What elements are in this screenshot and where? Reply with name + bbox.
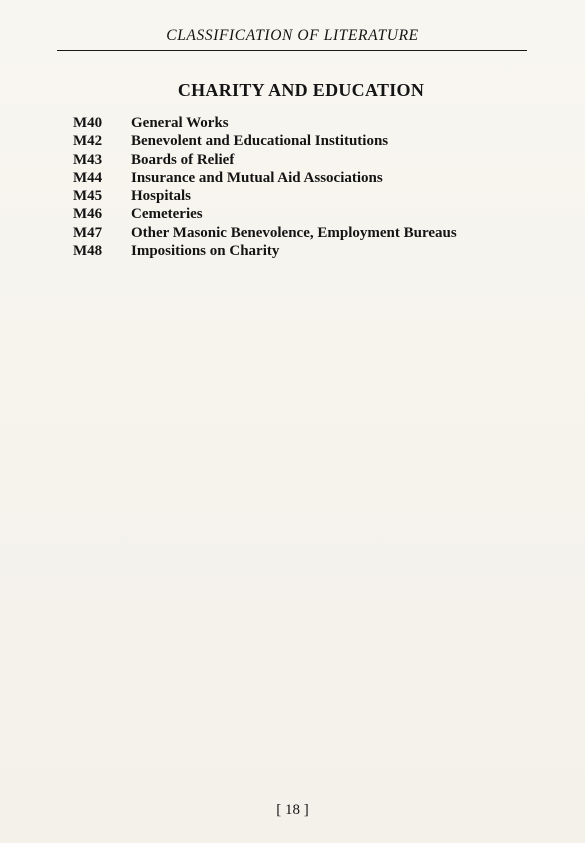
- entry-code: M45: [73, 188, 103, 205]
- entry-label: General Works: [131, 115, 229, 131]
- classification-entry: [73, 132, 457, 150]
- page-number: [ 18 ]: [276, 802, 309, 818]
- entry-label: Impositions on Charity: [131, 243, 280, 260]
- classification-entry: [73, 205, 457, 223]
- entry-label: Hospitals: [131, 188, 192, 205]
- entry-label: Boards of Relief: [131, 151, 235, 168]
- entry-code: M46: [73, 206, 103, 223]
- entry-label: Insurance and Mutual Aid Associations: [131, 169, 383, 186]
- classification-list: [73, 114, 457, 260]
- header-rule: [57, 50, 527, 51]
- entry-code: M42: [73, 133, 103, 150]
- classification-entry: [73, 169, 457, 187]
- entry-code: M40: [73, 115, 103, 131]
- entry-label: Cemeteries: [131, 206, 203, 223]
- running-head: CLASSIFICATION OF LITERATURE: [166, 27, 419, 44]
- entry-code: M43: [73, 151, 103, 168]
- entry-label: Benevolent and Educational Institutions: [131, 133, 389, 150]
- classification-entry: [73, 114, 457, 132]
- section-title: CHARITY AND EDUCATION: [177, 80, 425, 100]
- entry-code: M44: [73, 169, 103, 186]
- entry-code: M47: [73, 224, 103, 241]
- entry-label: Other Masonic Benevolence, Employment Bureaus: [131, 224, 457, 241]
- classification-entry: [73, 224, 457, 242]
- classification-entry: [73, 151, 457, 169]
- entry-code: M48: [73, 243, 103, 260]
- classification-entry: [73, 187, 457, 205]
- classification-entry: [73, 242, 457, 260]
